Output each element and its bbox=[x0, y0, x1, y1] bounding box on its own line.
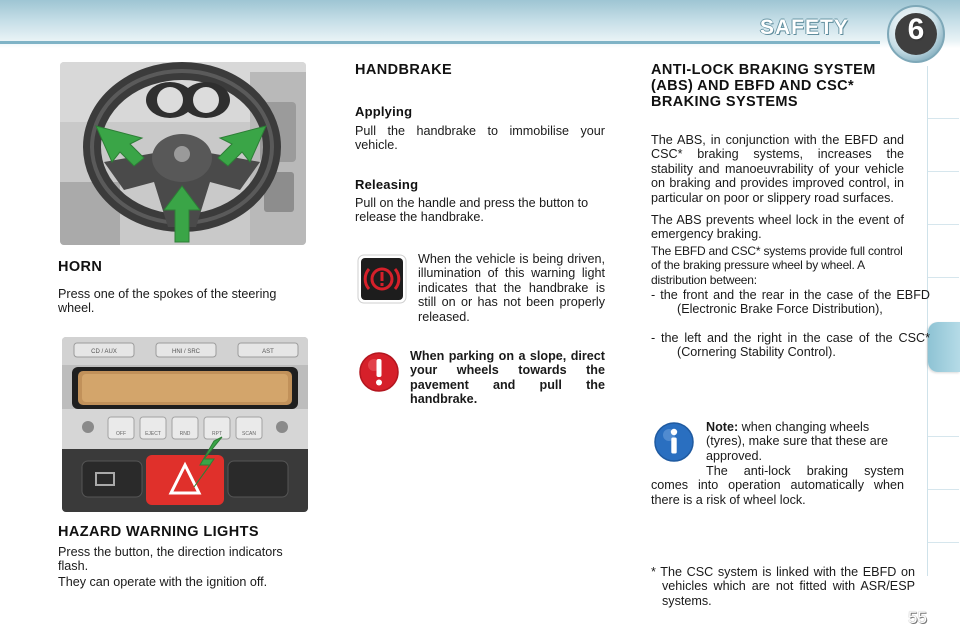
chapter-tab[interactable] bbox=[928, 384, 959, 437]
applying-text: Pull the handbrake to immobilise your vehicle. bbox=[355, 124, 605, 153]
chapter-number: 6 bbox=[907, 13, 925, 46]
panel-label: EJECT bbox=[145, 431, 161, 437]
steering-wheel-photo bbox=[60, 62, 306, 245]
hazard-text-1: Press the button, the direction indicators flash. bbox=[58, 545, 283, 574]
brake-warning-icon bbox=[357, 254, 407, 304]
chapter-tabs bbox=[927, 66, 960, 576]
abs-heading: ANTI-LOCK BRAKING SYSTEM (ABS) AND EBFD AND CSC* BRAKING SYSTEMS bbox=[651, 62, 876, 110]
brake-warning-text: When the vehicle is being driven, illumination of this warning light indicates that the handbrake is still on or has not been properly released. bbox=[418, 252, 605, 324]
note-text bbox=[706, 420, 905, 463]
chapter-tab[interactable] bbox=[928, 437, 959, 490]
chapter-tab[interactable] bbox=[928, 119, 959, 172]
note-text-2: The anti-lock braking system comes into operation automatically when there is a risk of wheel lock. bbox=[651, 464, 904, 507]
panel-label: RPT bbox=[212, 431, 222, 437]
abs-paragraph-3: The EBFD and CSC* systems provide full control of the braking pressure wheel by wheel. A distribution between: bbox=[651, 244, 903, 287]
horn-heading: HORN bbox=[58, 259, 103, 275]
slope-warning-text: When parking on a slope, direct your wheels towards the pavement and pull the handbrake. bbox=[410, 349, 605, 407]
exclamation-icon bbox=[358, 351, 400, 393]
note-label: Note: bbox=[706, 420, 739, 434]
releasing-text: Pull on the handle and press the button to release the handbrake. bbox=[355, 196, 589, 225]
chapter-tab[interactable] bbox=[928, 172, 959, 225]
panel-label: AST bbox=[262, 349, 274, 355]
abs-paragraph-1: The ABS, in conjunction with the EBFD and CSC* braking systems, increases the stability and manoeuvrability of your vehicle on braking and provides improved control, in particular on poor or slippery road surfaces. bbox=[651, 133, 904, 205]
note-body: when changing wheels (tyres), make sure that these are approved. bbox=[706, 420, 888, 463]
chapter-tab[interactable] bbox=[928, 66, 959, 119]
section-title: SAFETY bbox=[760, 16, 849, 39]
csc-footnote: * The CSC system is linked with the EBFD on vehicles which are not fitted with ASR/ESP systems. bbox=[651, 565, 915, 608]
horn-text: Press one of the spokes of the steering wheel. bbox=[58, 287, 277, 316]
hazard-panel-photo bbox=[62, 337, 308, 512]
panel-label: SCAN bbox=[242, 431, 256, 437]
releasing-heading: Releasing bbox=[355, 177, 419, 192]
panel-label: OFF bbox=[116, 431, 126, 437]
applying-heading: Applying bbox=[355, 104, 413, 119]
page-number: 55 bbox=[908, 608, 927, 627]
chapter-tab[interactable] bbox=[928, 490, 959, 543]
panel-label: CD / AUX bbox=[91, 349, 117, 355]
abs-bullet-ebfd: - the front and the rear in the case of the EBFD (Electronic Brake Force Distribution), bbox=[651, 288, 930, 317]
panel-label: HNI / SRC bbox=[171, 349, 201, 355]
hazard-text-2: They can operate with the ignition off. bbox=[58, 575, 268, 589]
header-rule bbox=[0, 41, 880, 44]
panel-label: RND bbox=[179, 431, 191, 437]
abs-bullet-csc: - the left and the right in the case of the CSC* (Cornering Stability Control). bbox=[651, 331, 930, 360]
handbrake-heading: HANDBRAKE bbox=[355, 62, 453, 78]
info-icon bbox=[653, 421, 695, 463]
chapter-tab-active[interactable] bbox=[928, 322, 960, 372]
chapter-tab[interactable] bbox=[928, 225, 959, 278]
hazard-heading: HAZARD WARNING LIGHTS bbox=[58, 524, 259, 540]
abs-paragraph-2: The ABS prevents wheel lock in the event of emergency braking. bbox=[651, 213, 904, 242]
